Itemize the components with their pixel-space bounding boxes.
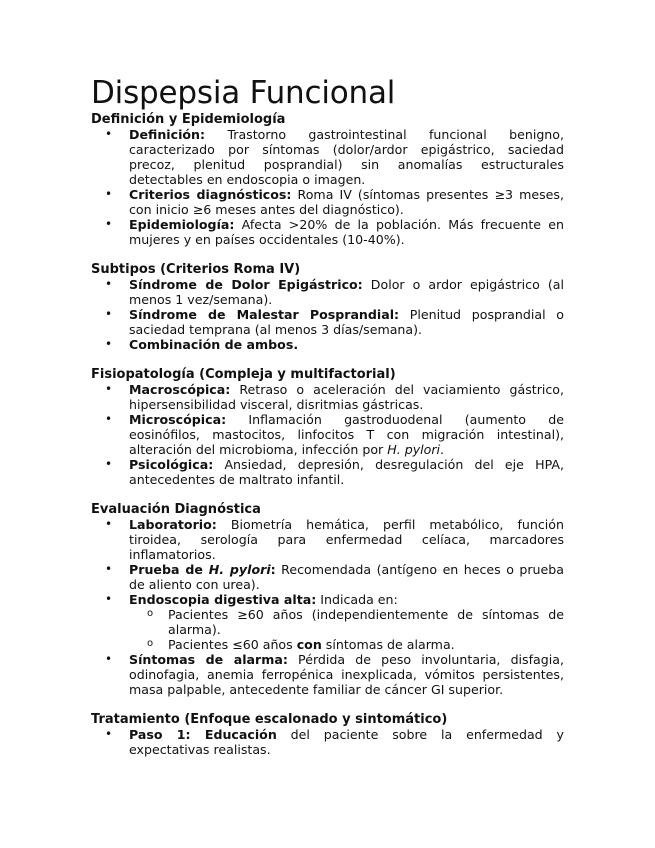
list-item [129,187,564,217]
list-item [129,127,564,187]
item-label: Psicológica: [129,457,214,472]
item-label: Endoscopia digestiva alta: [129,592,317,607]
item-text: Retraso o aceleración del vaciamiento gástrico, hipersensibilidad visceral, disritmias gástricas. [129,382,564,412]
item-label: Laboratorio: [129,517,217,532]
item-text: Trastorno gastrointestinal funcional benigno, caracterizado por síntomas (dolor/ardor epigástrico, saciedad precoz, plenitud posprandial) sin anomalías estructurales detectables en endoscopia o imagen. [129,127,564,187]
list-item [129,517,564,562]
section-definicion [91,112,564,247]
item-label-post: : [270,562,276,577]
bullet-list [91,727,564,757]
item-label: Macroscópica: [129,382,231,397]
item-label: Combinación de ambos. [129,337,299,352]
item-text: Afecta >20% de la población. Más frecuente en mujeres y en países occidentales (10-40%). [129,217,564,247]
sub-item-post: síntomas de alarma. [321,637,455,652]
item-label: Definición: [129,127,206,142]
item-label-pre: Prueba de [129,562,209,577]
item-text: Inflamación gastroduodenal (aumento de eosinófilos, mastocitos, linfocitos T con migración intestinal), alteración del microbioma, infección por [129,412,564,457]
item-tail: . [440,442,445,457]
item-text: Roma IV (síntomas presentes ≥3 meses, con inicio ≥6 meses antes del diagnóstico). [129,187,564,217]
item-label: Síndrome de Dolor Epigástrico: [129,277,363,292]
item-label: Epidemiología: [129,217,235,232]
list-item [129,652,564,697]
item-label [129,562,276,577]
list-item [129,307,564,337]
item-text: Recomendada (antígeno en heces o prueba de aliento con urea). [129,562,564,592]
item-label: Paso 1: Educación [129,727,277,742]
sub-list [129,607,564,652]
list-item [129,562,564,592]
item-text: Pérdida de peso involuntaria, disfagia, odinofagia, anemia ferropénica inexplicada, vómitos persistentes, masa palpable, antecedente familiar de cáncer GI superior. [129,652,564,697]
section-title: Fisiopatología (Compleja y multifactorial) [91,367,396,382]
section-tratamiento [91,712,564,757]
sub-item-text: Pacientes ≥60 años (independientemente de síntomas de alarma). [168,607,564,637]
list-item [129,412,564,457]
list-item [129,217,564,247]
item-italic: H. pylori [387,442,441,457]
item-text: Dolor o ardor epigástrico (al menos 1 vez/semana). [129,277,564,307]
sub-list-item [168,637,564,652]
item-text: Indicada en: [316,592,398,607]
page-title: Dispepsia Funcional [91,75,396,111]
list-item [129,592,564,652]
list-item [129,337,564,352]
item-text: Biometría hemática, perfil metabólico, función tiroidea, serología para enfermedad celíaca, marcadores inflamatorios. [129,517,564,562]
bullet-list [91,127,564,247]
sub-list-item [168,607,564,637]
list-item [129,457,564,487]
sub-item-bold: con [296,637,322,652]
list-item [129,277,564,307]
section-title: Subtipos (Criterios Roma IV) [91,262,301,277]
item-text: Plenitud posprandial o saciedad temprana (al menos 3 días/semana). [129,307,565,337]
item-label: Síntomas de alarma: [129,652,288,667]
bullet-list [91,382,564,487]
list-item [129,382,564,412]
item-label: Síndrome de Malestar Posprandial: [129,307,400,322]
section-title: Definición y Epidemiología [91,112,286,127]
document-page [91,74,564,772]
item-label: Microscópica: [129,412,227,427]
bullet-list [91,277,564,352]
sub-item-pre: Pacientes ≤60 años [168,637,297,652]
list-item [129,727,564,757]
section-subtipos [91,262,564,352]
item-label-italic: H. pylori [208,562,271,577]
section-title: Evaluación Diagnóstica [91,502,261,517]
section-fisiopatologia [91,367,564,487]
section-evaluacion [91,502,564,697]
item-text: Ansiedad, depresión, desregulación del eje HPA, antecedentes de maltrato infantil. [129,457,564,487]
item-label: Criterios diagnósticos: [129,187,292,202]
bullet-list [91,517,564,697]
section-title: Tratamiento (Enfoque escalonado y sintomático) [91,712,448,727]
item-text: del paciente sobre la enfermedad y expectativas realistas. [129,727,564,757]
